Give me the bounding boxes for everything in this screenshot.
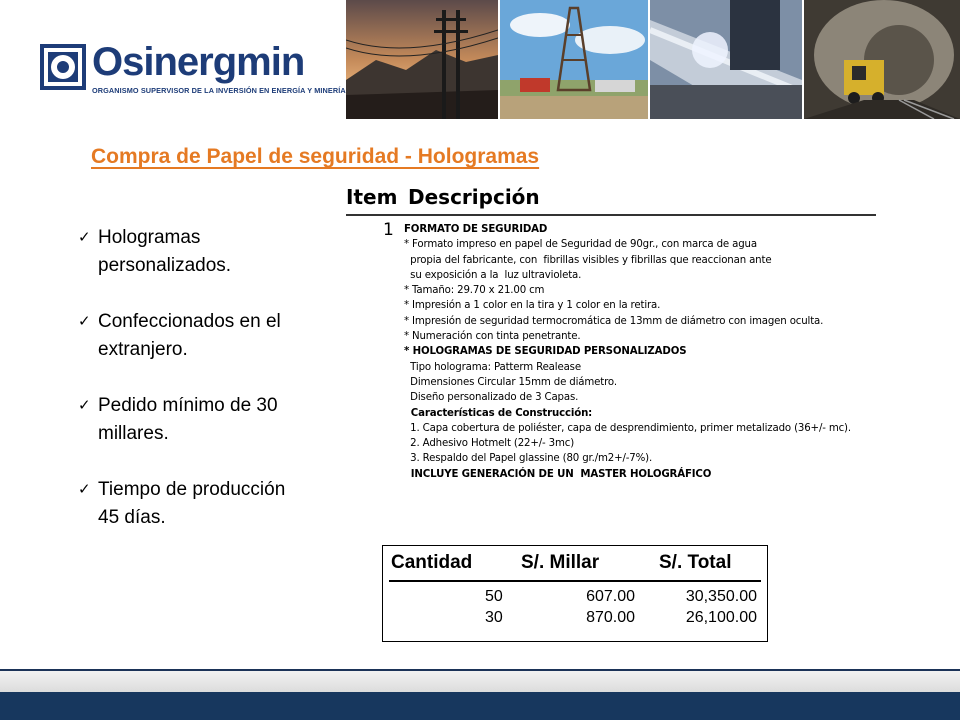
checkmark-icon: ✓	[78, 313, 91, 330]
spec-line: 3. Respaldo del Papel glassine (80 gr./m2+/-7%).	[404, 453, 653, 465]
price-cell: 870.00	[586, 609, 635, 626]
drilling-rig-photo	[500, 0, 648, 119]
bullet-text: Pedido mínimo de 30 millares.	[98, 395, 278, 444]
price-header-total: S/. Total	[659, 552, 732, 573]
brand-subtitle: ORGANISMO SUPERVISOR DE LA INVERSIÓN EN ENERGÍA Y MINERÍA	[92, 86, 346, 95]
spec-lines	[404, 222, 880, 482]
power-lines-photo	[346, 0, 498, 119]
spec-line: * Tamaño: 29.70 x 21.00 cm	[404, 285, 545, 297]
price-table	[382, 545, 768, 642]
spec-line: * HOLOGRAMAS DE SEGURIDAD PERSONALIZADOS	[404, 346, 687, 358]
logo-emblem-icon	[40, 44, 86, 90]
header-banner	[346, 0, 960, 119]
spec-line: 1. Capa cobertura de poliéster, capa de desprendimiento, primer metalizado (36+/- mc).	[404, 422, 851, 434]
bullet-list	[78, 224, 308, 560]
price-header-cantidad: Cantidad	[391, 552, 473, 573]
spec-line: propia del fabricante, con fibrillas visibles y fibrillas que reaccionan ante	[404, 254, 772, 266]
spec-line: * Numeración con tinta penetrante.	[404, 331, 581, 343]
spec-divider	[346, 214, 876, 216]
price-cell: 30,350.00	[685, 588, 757, 605]
footer-bar	[0, 692, 960, 720]
checkmark-icon: ✓	[78, 397, 91, 414]
spec-line: 2. Adhesivo Hotmelt (22+/- 3mc)	[404, 438, 575, 450]
spec-line: FORMATO DE SEGURIDAD	[404, 224, 548, 235]
spec-line: INCLUYE GENERACIÓN DE UN MASTER HOLOGRÁFICO	[404, 468, 712, 480]
spec-line: Diseño personalizado de 3 Capas.	[404, 392, 579, 404]
osinergmin-logo	[38, 40, 346, 102]
spec-header-item: Item	[346, 185, 398, 209]
spec-line: * Formato impreso en papel de Seguridad de 90gr., con marca de agua	[404, 239, 757, 251]
checkmark-icon: ✓	[78, 229, 91, 246]
bullet-text: Hologramas personalizados.	[98, 227, 232, 276]
spec-line: Dimensiones Circular 15mm de diámetro.	[404, 376, 617, 388]
price-cell: 50	[485, 588, 503, 605]
footer-gray-band	[0, 671, 960, 692]
checkmark-icon: ✓	[78, 481, 91, 498]
price-header-millar: S/. Millar	[521, 552, 600, 573]
bullet-text: Confeccionados en el extranjero.	[98, 311, 281, 360]
price-cell: 607.00	[586, 588, 635, 605]
bullet-item	[78, 308, 308, 364]
brand-name: Osinergmin	[92, 40, 305, 84]
bullet-item	[78, 476, 308, 532]
spec-line: * Impresión de seguridad termocromática de 13mm de diámetro con imagen oculta.	[404, 315, 824, 327]
bullet-item	[78, 392, 308, 448]
spec-description	[346, 180, 880, 510]
spec-header-description: Descripción	[408, 185, 540, 209]
page-title: Compra de Papel de seguridad - Hologramas	[91, 145, 540, 168]
pipeline-welding-photo	[650, 0, 802, 119]
price-cell: 30	[485, 609, 503, 626]
price-divider	[389, 580, 761, 582]
bullet-item	[78, 224, 308, 280]
spec-item-number: 1	[383, 220, 394, 240]
spec-line: Tipo holograma: Patterm Realease	[404, 361, 581, 373]
price-cell: 26,100.00	[685, 609, 757, 626]
bullet-text: Tiempo de producción 45 días.	[98, 479, 286, 528]
mine-tunnel-photo	[804, 0, 960, 119]
spec-line: Características de Construcción:	[404, 407, 593, 419]
spec-line: * Impresión a 1 color en la tira y 1 color en la retira.	[404, 300, 661, 312]
spec-line: su exposición a la luz ultravioleta.	[404, 269, 582, 281]
